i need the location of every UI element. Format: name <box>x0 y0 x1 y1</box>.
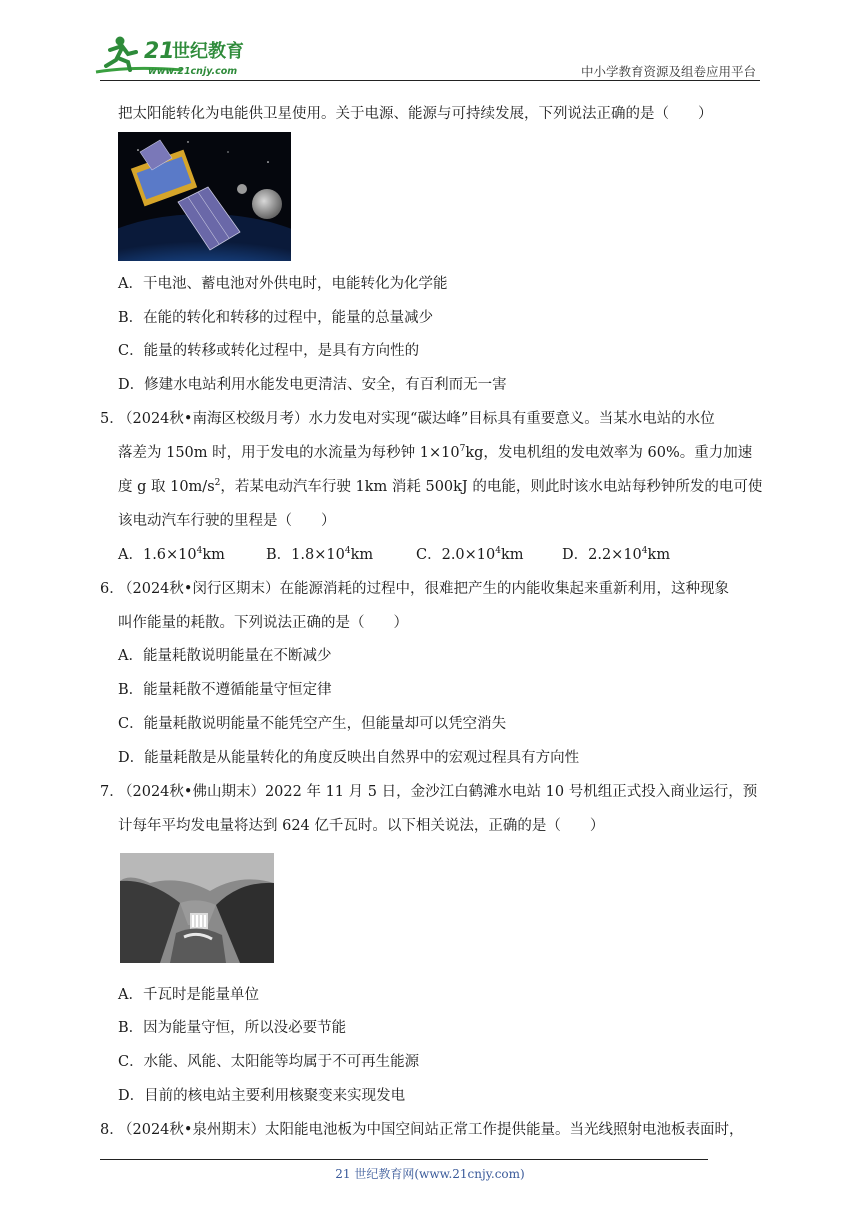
q5-option-b: B．$1.8\times 10^4km$ <box>266 546 374 563</box>
satellite-image <box>118 132 291 261</box>
q8-line1: （2024秋•泉州期末）太阳能电池板为中国空间站正常工作提供能量。当光线照射电池板表面时， <box>118 1122 744 1138</box>
q5-option-d: D．$2.2\times 10^4km$ <box>562 546 671 563</box>
q6-number: 6． <box>100 581 124 597</box>
q6-line1: （2024秋•闵行区期末）在能源消耗的过程中，很难把产生的内能收集起来重新利用，这种现象 <box>118 581 729 597</box>
site-logo[interactable] <box>92 32 267 80</box>
q5-line3: 度 g 取 $10m/s^2$，若某电动汽车行驶 1km 消耗 500kJ 的电能，则此时该水电站每秒钟所发的电可使 <box>118 478 763 495</box>
q5-line4: 该电动汽车行驶的里程是（ ） <box>118 513 336 529</box>
q7-option-d: D．目前的核电站主要利用核聚变来实现发电 <box>118 1088 406 1104</box>
q6-option-a: A．能量耗散说明能量在不断减少 <box>118 648 332 664</box>
footer-divider <box>100 1159 708 1160</box>
runner-logo-icon <box>92 32 267 80</box>
page-header <box>0 0 860 90</box>
q7-option-a: A．千瓦时是能量单位 <box>118 987 259 1003</box>
header-divider <box>100 80 760 81</box>
q6-option-c: C．能量耗散说明能量不能凭空产生，但能量却可以凭空消失 <box>118 716 507 732</box>
q4-option-b: B．在能的转化和转移的过程中，能量的总量减少 <box>118 310 434 326</box>
q5-line1: （2024秋•南海区校级月考）水力发电对实现“碳达峰”目标具有重要意义。当某水电站的水位 <box>118 411 715 427</box>
q7-line1: （2024秋•佛山期末）2022 年 11 月 5 日，金沙江白鹤滩水电站 10 号机组正式投入商业运行，预 <box>118 784 758 800</box>
hydropower-dam-image <box>120 853 274 963</box>
q4-option-d: D．修建水电站利用水能发电更清洁、安全，有百利而无一害 <box>118 377 507 393</box>
q6-option-d: D．能量耗散是从能量转化的角度反映出自然界中的宏观过程具有方向性 <box>118 750 580 766</box>
q5-number: 5． <box>100 411 124 427</box>
q6-line2: 叫作能量的耗散。下列说法正确的是（ ） <box>118 615 408 631</box>
q5-option-c: C．$2.0\times 10^4km$ <box>416 546 524 563</box>
q4-option-a: A．干电池、蓄电池对外供电时，电能转化为化学能 <box>118 276 448 292</box>
platform-name: 中小学教育资源及组卷应用平台 <box>580 64 756 79</box>
q8-number: 8． <box>100 1122 124 1138</box>
q4-option-c: C．能量的转移或转化过程中，是具有方向性的 <box>118 343 420 359</box>
q4-stem: 把太阳能转化为电能供卫星使用。关于电源、能源与可持续发展，下列说法正确的是（ ） <box>118 106 713 122</box>
q7-line2: 计每年平均发电量将达到 624 亿千瓦时。以下相关说法，正确的是（ ） <box>118 818 605 834</box>
logo-url: www.21cnjy.com <box>148 66 238 77</box>
q5-option-a: A．$1.6\times 10^4km$ <box>118 546 225 563</box>
svg-text:21: 21 <box>144 39 175 64</box>
q7-option-c: C．水能、风能、太阳能等均属于不可再生能源 <box>118 1054 420 1070</box>
q6-option-b: B．能量耗散不遵循能量守恒定律 <box>118 682 332 698</box>
q7-number: 7． <box>100 784 124 800</box>
logo-text: 世纪教育 <box>172 41 244 62</box>
q7-option-b: B．因为能量守恒，所以没必要节能 <box>118 1020 347 1036</box>
q5-line2: 落差为 150m 时，用于发电的水流量为每秒钟 $1\times 10^7kg$，发电机组的发电效率为 60%。重力加速 <box>118 444 753 461</box>
footer-link[interactable]: 21 世纪教育网(www.21cnjy.com) <box>335 1167 525 1181</box>
